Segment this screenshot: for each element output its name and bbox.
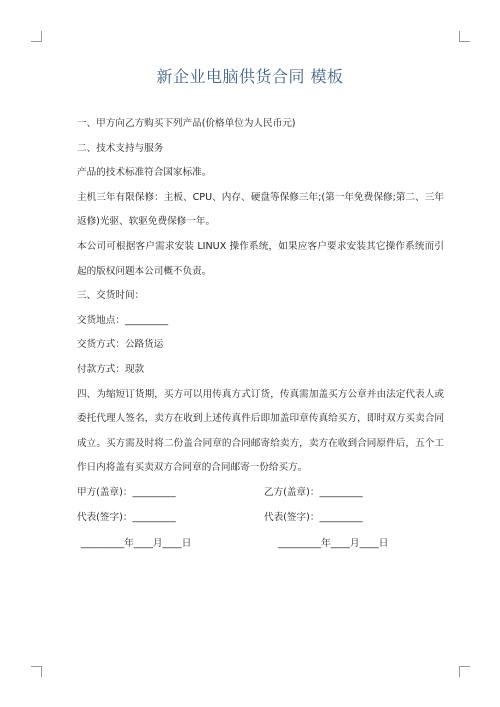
crop-mark-bottom-left: [31, 666, 42, 677]
document-title: 新企业电脑供货合同 模板: [156, 67, 344, 86]
paragraph-tech-standard: 产品的技术标准符合国家标准。: [77, 167, 212, 179]
crop-mark-top-left: [31, 31, 42, 42]
paragraph-payment-method: 付款方式：现款: [77, 363, 145, 375]
paragraph-delivery-method: 交货方式：公路货运: [77, 339, 164, 351]
signature-row-date: [58, 532, 444, 557]
party-b-representative: 代表(签字)：_________: [264, 511, 363, 523]
paragraph-tech-support-heading: 二、技术支持与服务: [77, 142, 164, 154]
party-b-date: _________年____月____日: [278, 538, 389, 550]
paragraph-delivery-time: 三、交货时间：: [77, 290, 145, 302]
paragraph-fax-order: 四、为缩短订货期，买方可以用传真方式订货，传真需加盖买方公章并由法定代表人或委托代理人签名，卖方在收到上述传真件后即加盖印章传真给买方，即时双方买卖合同成立。买方需及时将二份盖合同章的合同邮寄给卖方，卖方在收到合同原件后，五个工作日内将盖有买卖双方合同章的合同邮寄一份给买方。: [77, 388, 444, 474]
signature-row-seal: [58, 481, 444, 506]
crop-mark-top-right: [459, 31, 470, 42]
crop-mark-bottom-right: [459, 666, 470, 677]
paragraph-linux: 本公司可根据客户需求安装 LINUX 操作系统，如果应客户要求安装其它操作系统而引起的版权问题本公司概不负责。: [77, 240, 444, 277]
paragraph-warranty: 主机三年有限保修：主板、CPU、内存、硬盘等保修三年;(第一年免费保修;第二、三年返修)光驱、软驱免费保修一年。: [77, 191, 444, 228]
paragraph-delivery-location: 交货地点：_________: [77, 314, 169, 326]
paragraph-purchase: 一、甲方向乙方购买下列产品(价格单位为人民币元): [77, 118, 296, 129]
document-body: [58, 112, 444, 557]
party-a-representative: 代表(签字)：_________: [77, 511, 176, 523]
party-a-date: _________年____月____日: [81, 538, 192, 550]
party-b-seal: 乙方(盖章)：_________: [264, 486, 363, 498]
party-a-seal: 甲方(盖章)：_________: [77, 486, 176, 498]
signature-row-rep: [58, 506, 444, 531]
